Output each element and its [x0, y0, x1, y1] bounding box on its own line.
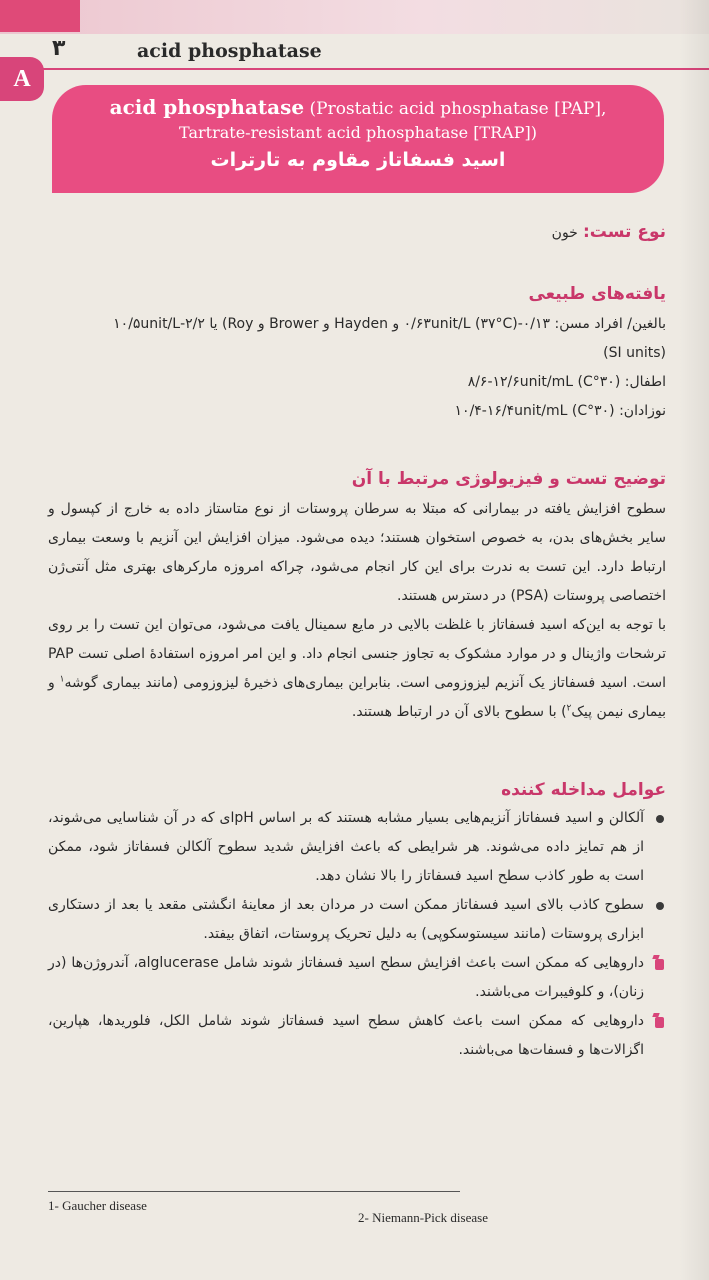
footnote-1: 1- Gaucher disease: [48, 1198, 147, 1213]
physiology-heading: توضیح تست و فیزیولوژی مرتبط با آن: [351, 469, 666, 489]
list-item-text: داروهایی که ممکن است باعث افزایش سطح اسید فسفاتاز شوند شامل alglucerase، آندروژن‌ها (در زنان)، و کلوفیبرات می‌باشند.: [48, 955, 644, 1000]
page-spine-shadow: [679, 0, 709, 1280]
bullet-dot-icon: [656, 902, 664, 910]
list-item-text: سطوح کاذب بالای اسید فسفاتاز ممکن است در مردان بعد از معاینهٔ انگشتی مقعد یا بعد از دستکاری ابزاری پروستات (مانند سیستوسکوپی) به دلیل تحریک پروستات، اتفاق بیفتد.: [48, 897, 644, 942]
footnote-ref-1: ۱: [59, 674, 65, 685]
adults-range: بالغین/ افراد مسن: ۰/۱۳-۰/۶۳unit/L (۳۷°C) و Hayden و Brower و Roy) یا ۲/۲-۱۰/۵unit/L: [113, 316, 666, 332]
list-item: [48, 949, 666, 1007]
list-item: [48, 891, 666, 949]
letter-tab: A: [0, 57, 44, 101]
test-aliases-2: Tartrate-resistant acid phosphatase [TRAP]): [179, 123, 537, 142]
normal-findings-heading: یافته‌های طبیعی: [528, 284, 666, 304]
drug-icon: [653, 955, 665, 971]
list-item-text: آلکالن و اسید فسفاتاز آنزیم‌هایی بسیار مشابه هستند که بر اساس pHای که در آن شناسایی می‌شوند، از هم تمایز داده می‌شوند. هر شرایطی که باعث افزایش شدید سطوح آلکالن فسفاتاز شود، ممکن است به طور کاذب سطح اسید فسفاتاز را بالا نشان دهد.: [48, 810, 644, 884]
test-type-value: خون: [551, 225, 578, 241]
interfering-factors-heading: عوامل مداخله کننده: [501, 780, 666, 800]
drug-icon: [653, 1013, 665, 1029]
newborns-range: نوزادان: (۳۰°C) ۱۰/۴-۱۶/۴unit/mL: [454, 403, 666, 419]
list-item: [48, 1007, 666, 1065]
top-decorative-strip: [0, 0, 709, 34]
test-type-label: نوع تست:: [582, 222, 666, 242]
test-name-english: acid phosphatase: [109, 95, 305, 119]
footnote-ref-2: ۲: [566, 703, 572, 714]
running-header: [0, 34, 709, 68]
physiology-paragraph-2-a: با توجه به این‌که اسید فسفاتاز با غلظت بالایی در مایع سمینال یافت می‌شود، می‌توان این تست را بر روی ترشحات واژینال و در موارد مشکوک به تجاوز جنسی انجام داد. و این امر امروزه استفادهٔ اصلی تست PAP است. اسید فسفاتاز یک آنزیم لیزوزومی است. بنابراین بیماری‌های ذخیرهٔ لیزوزومی (مانند بیماری گوشه: [48, 617, 666, 691]
bullet-dot-icon: [656, 815, 664, 823]
title-line-1: [52, 95, 664, 121]
header-rule: [10, 68, 709, 70]
footnote-rule: [48, 1191, 460, 1192]
test-name-persian: اسید فسفاتاز مقاوم به تارترات: [210, 149, 506, 171]
adults-range-si: (SI units): [603, 345, 666, 361]
list-item-text: داروهایی که ممکن است باعث کاهش سطح اسید فسفاتاز شوند شامل الکل، فلوریدها، هپارین، اگزالات‌ها و فسفات‌ها می‌باشند.: [48, 1013, 644, 1058]
test-type: [48, 222, 666, 242]
physiology-section: [48, 469, 666, 727]
page-number: ۳: [52, 36, 66, 61]
title-box: [52, 85, 664, 193]
physiology-paragraph-2-b: و بیماری نیمن پیک: [48, 675, 666, 720]
list-item: [48, 804, 666, 891]
normal-findings-section: [48, 284, 666, 426]
test-aliases-1: (Prostatic acid phosphatase [PAP],: [304, 99, 607, 119]
footnote-2: 2- Niemann-Pick disease: [358, 1210, 488, 1225]
header-title: acid phosphatase: [137, 40, 322, 62]
top-pink-block: [0, 0, 80, 32]
children-range: اطفال: (۳۰°C) ۸/۶-۱۲/۶unit/mL: [467, 374, 666, 390]
physiology-paragraph-2-c: ) با سطوح بالای آن در ارتباط هستند.: [351, 704, 567, 720]
physiology-paragraph-1: سطوح افزایش یافته در بیمارانی که مبتلا به سرطان پروستات از نوع متاستاز داده به خارج از کپسول و سایر بخش‌های بدن، به خصوص استخوان هستند؛ دیده می‌شود. میزان افزایش این آنزیم با وسعت بیماری ارتباط دارد. این تست به ندرت برای این کار انجام می‌شود، چراکه امروزه مارکرهای بهتری مثل آنتی‌ژن اختصاصی پروستات (PSA) در دسترس هستند.: [48, 501, 666, 604]
interfering-factors-list: [48, 804, 666, 1065]
physiology-paragraph-2: [48, 611, 666, 727]
interfering-factors-section: [48, 780, 666, 1065]
